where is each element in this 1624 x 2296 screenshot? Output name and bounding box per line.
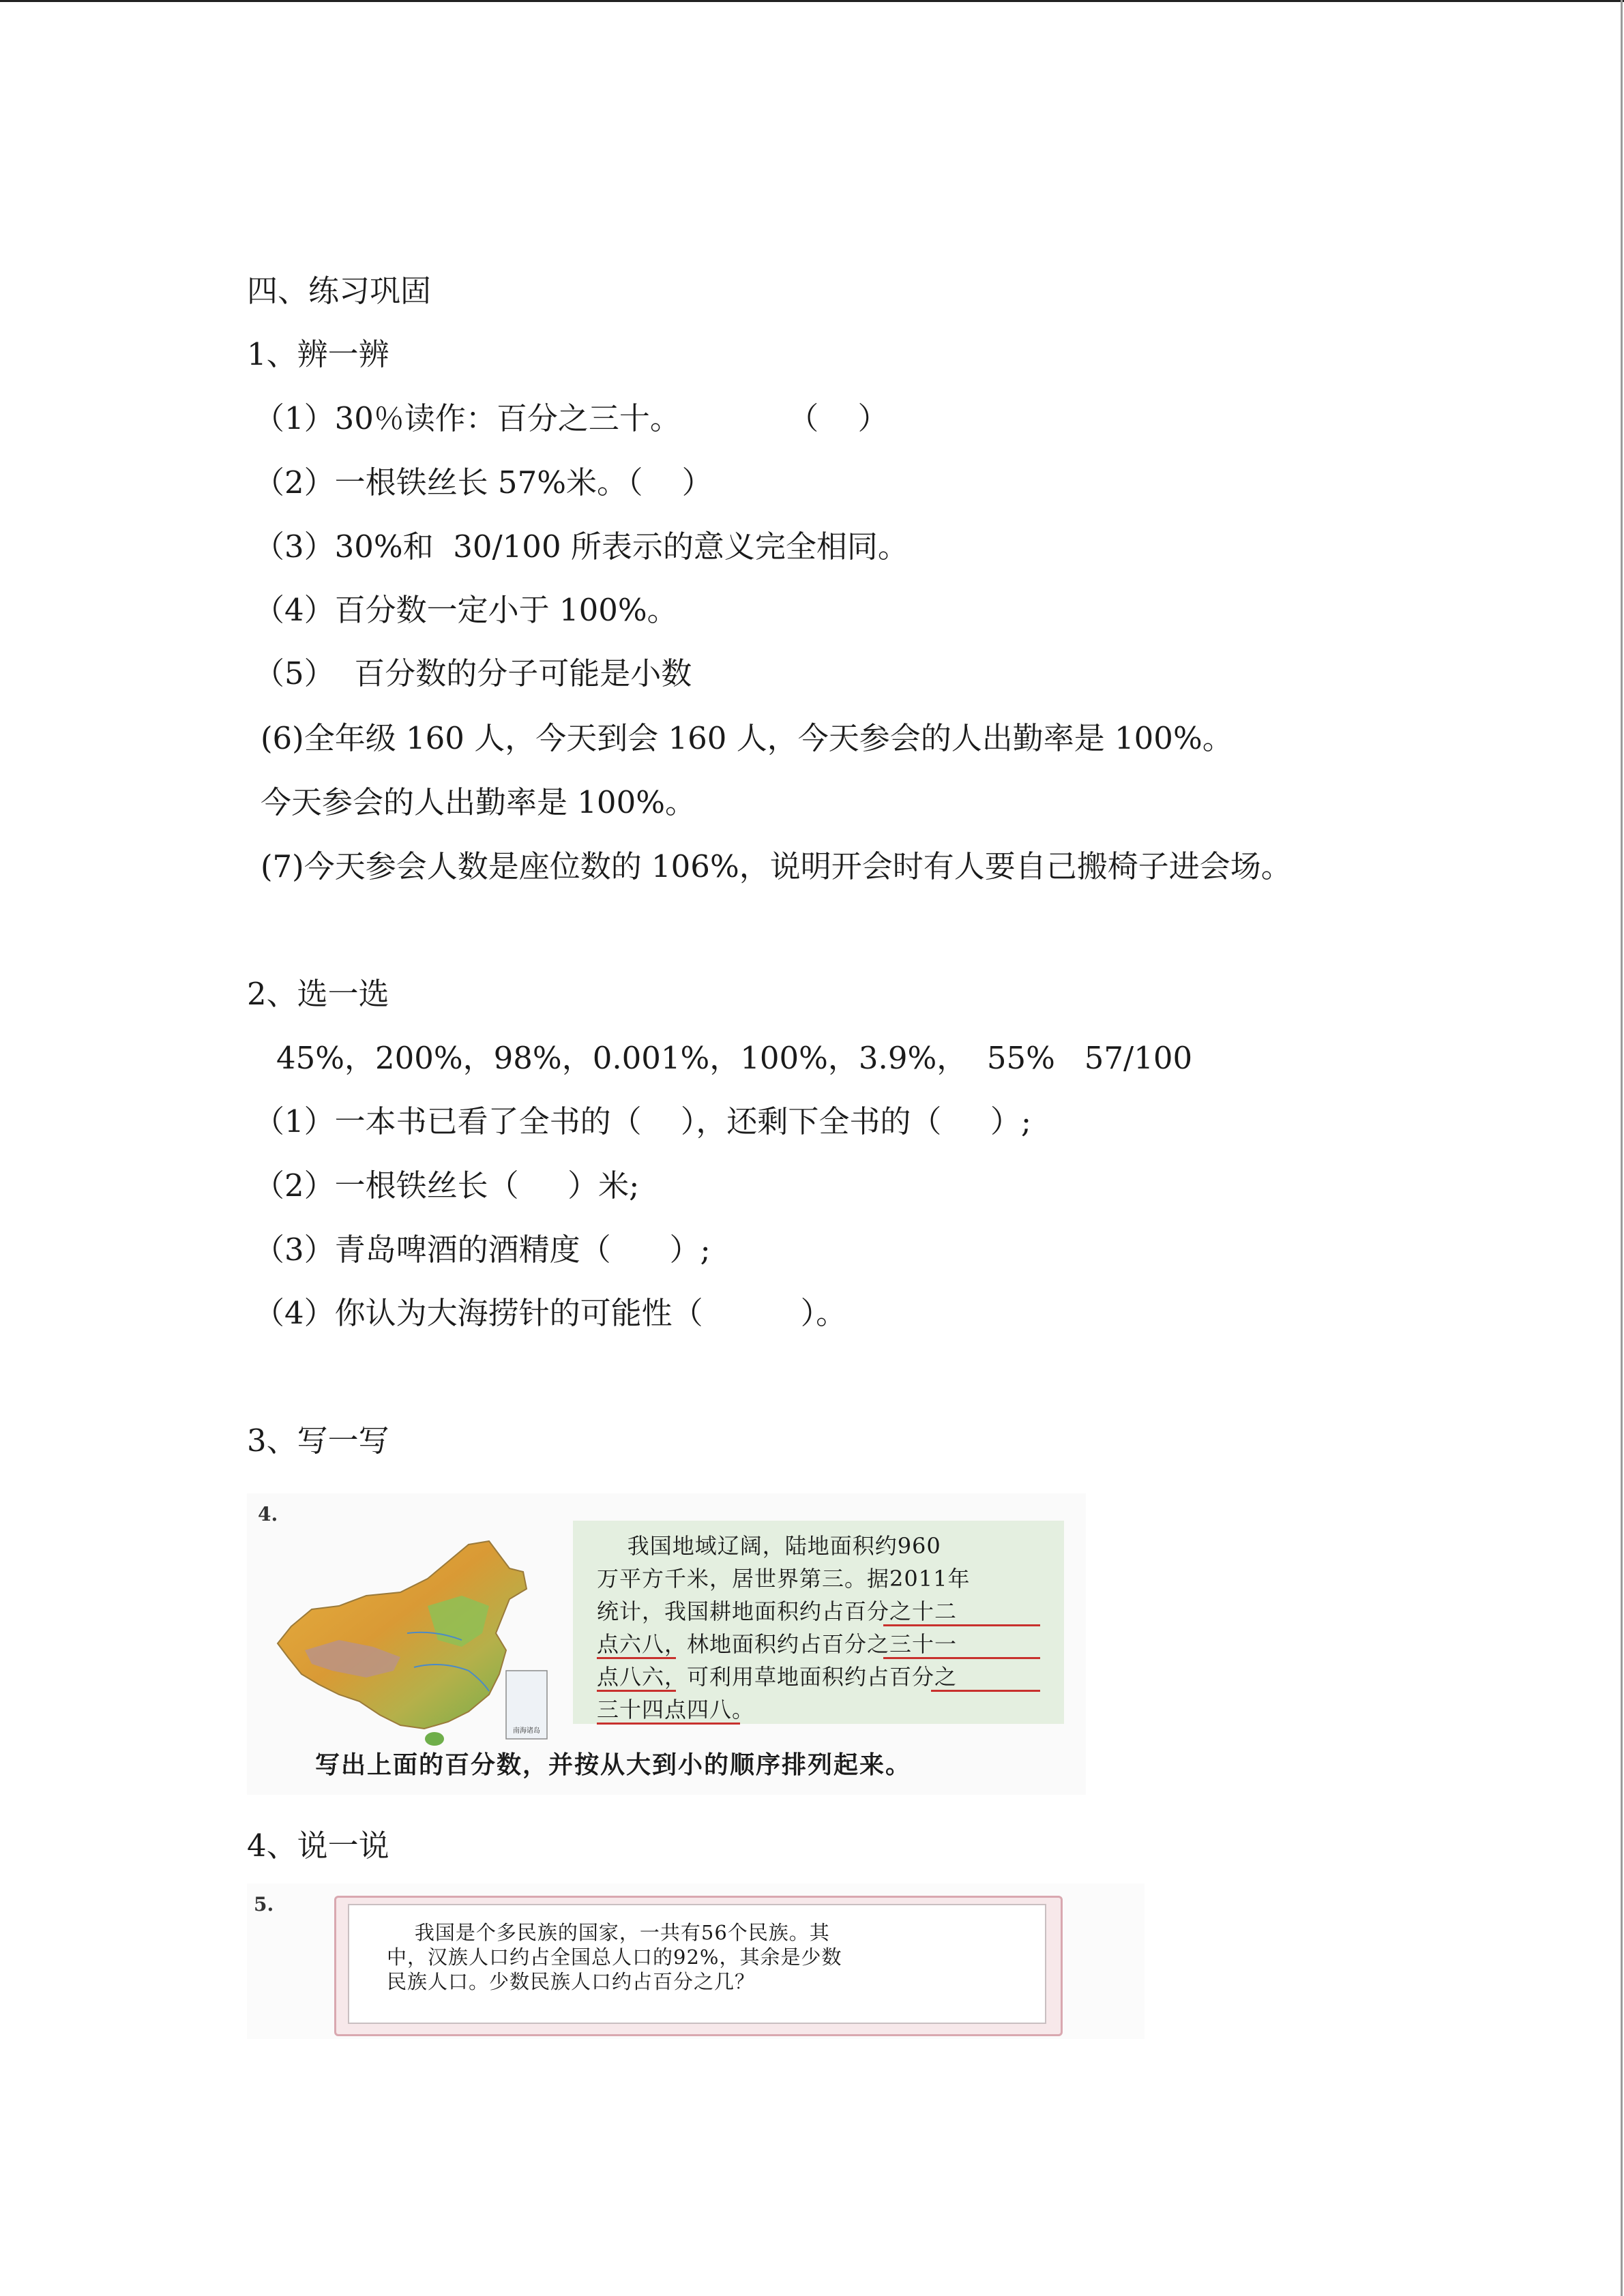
underline-1a <box>883 1624 1040 1626</box>
q2-item-4: （4）你认为大海捞针的可能性（ ）。 <box>254 1295 847 1331</box>
book-page <box>348 1904 1046 2024</box>
q1-title: 1、辨一辨 <box>247 336 389 372</box>
figure-text-line-1: 我国地域辽阔，陆地面积约960 <box>597 1533 941 1559</box>
q2-options: 45%，200%，98%，0.001%，100%，3.9%， 55% 57/100 <box>276 1040 1193 1076</box>
figure-number: 5. <box>254 1893 274 1915</box>
q1-item-7: (7)今天参会人数是座位数的 106%，说明开会时有人要自己搬椅子进会场。 <box>261 848 1292 884</box>
q1-item-1: （1）30％读作：百分之三十。 （ ） <box>254 400 889 436</box>
figure-text-box <box>573 1521 1064 1724</box>
underline-2a <box>883 1657 1040 1659</box>
figure-caption: 写出上面的百分数，并按从大到小的顺序排列起来。 <box>315 1750 912 1779</box>
q3-title: 3、写一写 <box>247 1422 389 1459</box>
figure-book-panel <box>247 1883 1145 2039</box>
q1-item-2: （2）一根铁丝长 57%米。（ ） <box>254 464 713 501</box>
figure-text-line-6: 三十四点四八。 <box>597 1697 755 1723</box>
figure-china-map-panel <box>247 1493 1086 1795</box>
figure-text-line-5: 点八六，可利用草地面积约占百分之 <box>597 1664 958 1690</box>
book-text-line-3: 民族人口。少数民族人口约占百分之几？ <box>387 1970 756 1993</box>
q4-title: 4、说一说 <box>247 1828 389 1864</box>
underline-2b <box>597 1690 676 1692</box>
q1-item-6: (6)全年级 160 人，今天到会 160 人，今天参会的人出勤率是 100%。 <box>261 720 1233 756</box>
underline-3b <box>597 1723 740 1725</box>
figure-text-line-3: 统计，我国耕地面积约占百分之十二 <box>597 1598 958 1624</box>
q1-item-5: （5） 百分数的分子可能是小数 <box>254 655 692 691</box>
q1-item-4: （4）百分数一定小于 100%。 <box>254 592 678 628</box>
figure-text-line-2: 万平方千米，居世界第三。据2011年 <box>597 1566 971 1592</box>
figure-text-line-4: 点六八，林地面积约占百分之三十一 <box>597 1631 958 1657</box>
section-title: 四、练习巩固 <box>247 273 432 309</box>
book-text-line-1: 我国是个多民族的国家，一共有56个民族。其 <box>387 1921 830 1944</box>
q2-item-3: （3）青岛啤酒的酒精度（ ）; <box>254 1232 711 1268</box>
figure-number: 4. <box>258 1503 278 1525</box>
q1-item-6-repeat: 今天参会的人出勤率是 100%。 <box>261 784 696 820</box>
q2-title: 2、选一选 <box>247 976 389 1012</box>
china-map-image <box>264 1531 557 1756</box>
south-china-sea-inset-label: 南海诸岛 <box>513 1727 540 1735</box>
underline-1b <box>597 1657 676 1659</box>
top-border-line <box>0 0 1624 2</box>
book-text-line-2: 中，汉族人口约占全国总人口的92%，其余是少数 <box>387 1945 842 1969</box>
underline-3a <box>931 1690 1040 1692</box>
q2-item-2: （2）一根铁丝长（ ）米; <box>254 1167 640 1204</box>
right-border-line <box>1621 0 1623 2296</box>
q2-item-1: （1）一本书已看了全书的（ ），还剩下全书的（ ）; <box>254 1103 1032 1139</box>
q1-item-3: （3）30%和 30/100 所表示的意义完全相同。 <box>254 528 909 565</box>
